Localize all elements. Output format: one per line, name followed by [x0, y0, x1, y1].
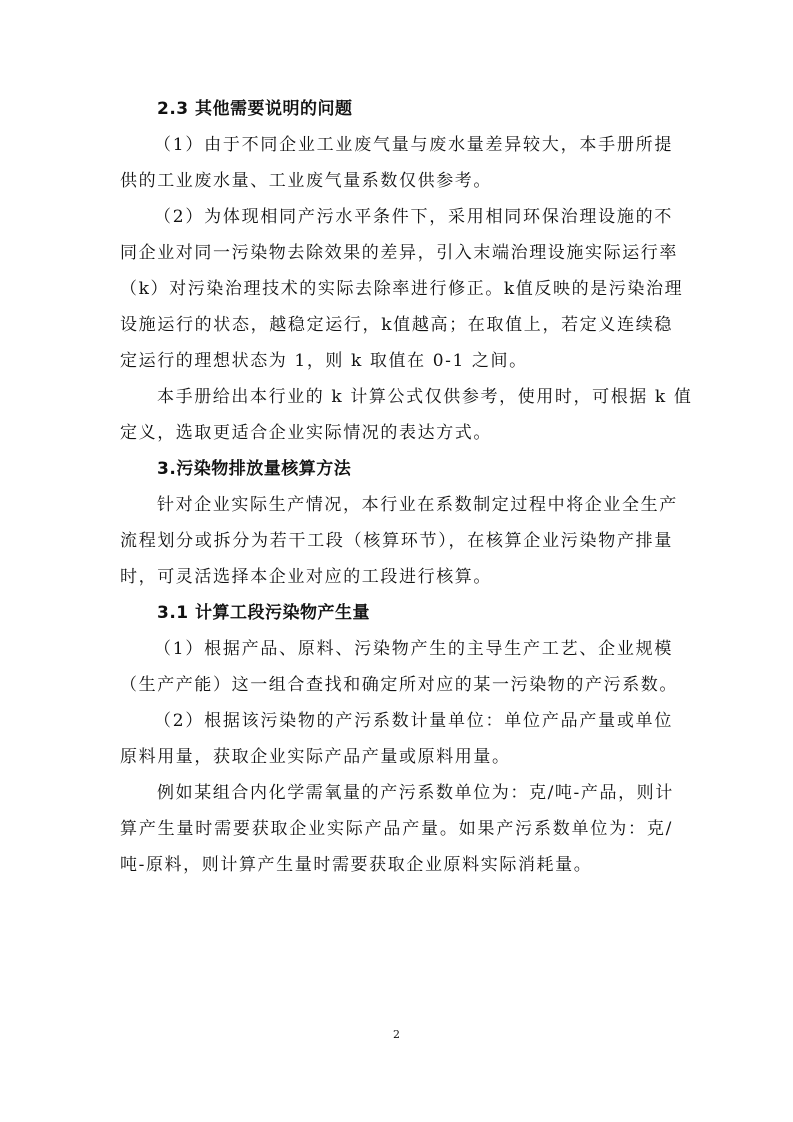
- paragraph-line: 设施运行的状态，越稳定运行，k值越高；在取值上，若定义连续稳: [120, 315, 673, 335]
- paragraph-line: 时，可灵活选择本企业对应的工段进行核算。: [120, 567, 492, 587]
- paragraph-line: （k）对污染治理技术的实际去除率进行修正。k值反映的是污染治理: [120, 279, 684, 299]
- paragraph-line: 本手册给出本行业的 k 计算公式仅供参考，使用时，可根据 k 值: [157, 387, 693, 407]
- page-content: [120, 98, 693, 890]
- paragraph: [120, 782, 673, 890]
- paragraph-line: （2）为体现相同产污水平条件下，采用相同环保治理设施的不: [154, 207, 673, 227]
- paragraph-line: （1）根据产品、原料、污染物产生的主导生产工艺、企业规模: [154, 639, 673, 659]
- section-heading: 3.污染物排放量核算方法: [157, 459, 352, 479]
- paragraph-line: 流程划分或拆分为若干工段（核算环节），在核算企业污染物产排量: [120, 531, 673, 551]
- paragraph: [120, 638, 678, 710]
- paragraph-line: 例如某组合内化学需氧量的产污系数单位为：克/吨-产品，则计: [157, 783, 674, 803]
- paragraph: [120, 386, 693, 458]
- paragraph-line: 同企业对同一污染物去除效果的差异，引入末端治理设施实际运行率: [120, 243, 678, 263]
- paragraph: [120, 134, 673, 206]
- paragraph-line: （1）由于不同企业工业废气量与废水量差异较大，本手册所提: [154, 135, 673, 155]
- paragraph: [120, 206, 684, 386]
- paragraph-line: 算产生量时需要获取企业实际产品产量。如果产污系数单位为：克/: [120, 819, 673, 839]
- paragraph-line: 定义，选取更适合企业实际情况的表达方式。: [120, 423, 492, 443]
- paragraph-line: 供的工业废水量、工业废气量系数仅供参考。: [120, 171, 492, 191]
- section-heading: 3.1 计算工段污染物产生量: [157, 603, 371, 623]
- section-heading: 2.3 其他需要说明的问题: [157, 99, 353, 119]
- paragraph-line: （生产产能）这一组合查找和确定所对应的某一污染物的产污系数。: [120, 675, 678, 695]
- paragraph-line: 吨-原料，则计算产生量时需要获取企业原料实际消耗量。: [120, 855, 593, 875]
- paragraph-line: 原料用量，获取企业实际产品产量或原料用量。: [120, 747, 511, 767]
- paragraph-line: 针对企业实际生产情况，本行业在系数制定过程中将企业全生产: [157, 495, 678, 515]
- page-number: 2: [393, 1028, 400, 1041]
- paragraph-line: 定运行的理想状态为 1，则 k 取值在 0-1 之间。: [120, 351, 528, 371]
- paragraph: [120, 494, 678, 602]
- paragraph: [120, 710, 673, 782]
- paragraph-line: （2）根据该污染物的产污系数计量单位：单位产品产量或单位: [154, 711, 673, 731]
